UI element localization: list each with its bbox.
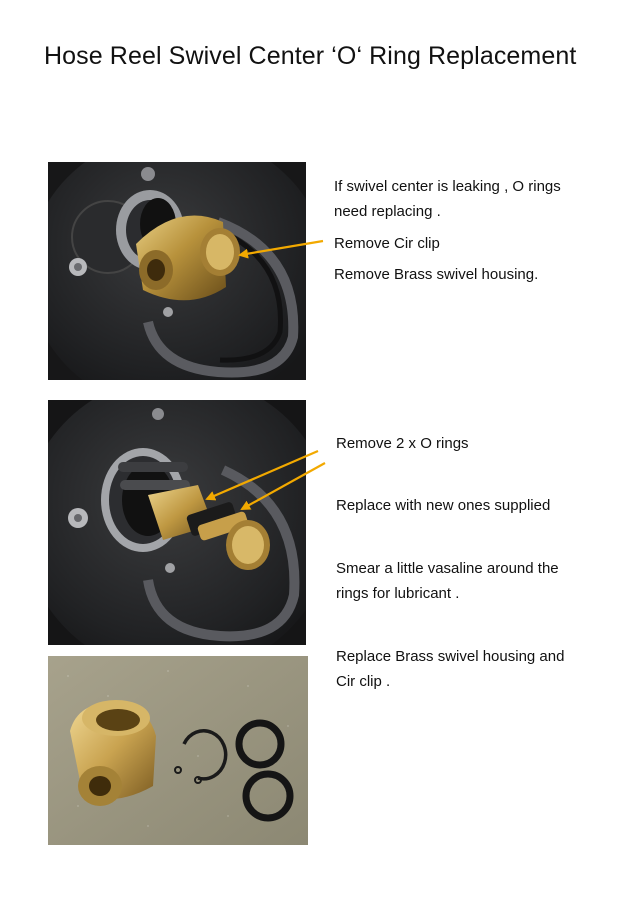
lubricant-line-1: Smear a little vasaline around the — [336, 560, 559, 577]
intro-line-2: need replacing . — [334, 203, 441, 220]
reassemble-text — [336, 644, 564, 694]
intro-text — [334, 174, 561, 224]
arrow-o-ring-2 — [242, 463, 325, 509]
reassemble-line-1: Replace Brass swivel housing and — [336, 648, 565, 665]
replace-rings-text: Replace with new ones supplied — [336, 497, 551, 514]
remove-clip-text: Remove Cir clip — [334, 235, 440, 252]
remove-rings-text: Remove 2 x O rings — [336, 435, 469, 452]
lubricant-line-2: rings for lubricant . — [336, 585, 460, 602]
intro-line-1: If swivel center is leaking , O rings — [334, 178, 561, 195]
page-title: Hose Reel Swivel Center ‘O‘ Ring Replacement — [44, 42, 577, 70]
reassemble-line-2: Cir clip . — [336, 673, 391, 690]
arrow-cir-clip — [240, 241, 323, 255]
remove-housing-text: Remove Brass swivel housing. — [334, 266, 539, 283]
lubricant-text — [336, 556, 559, 606]
